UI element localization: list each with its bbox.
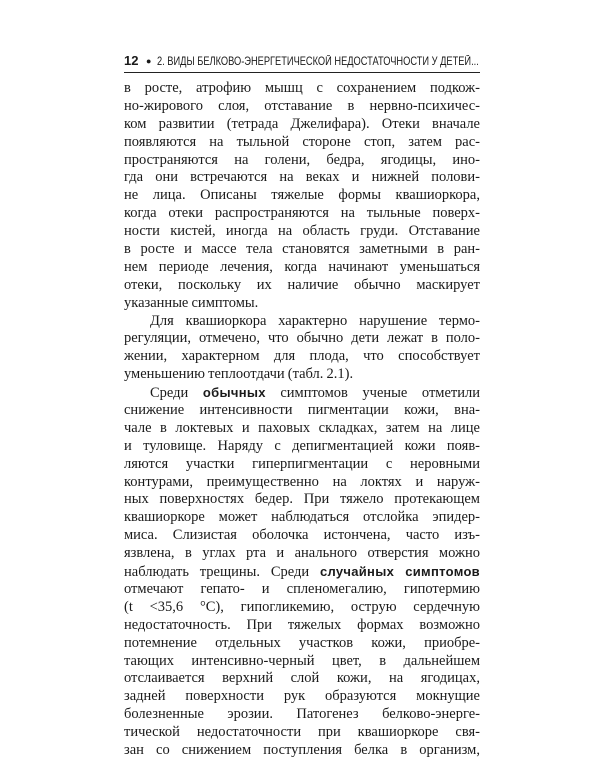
text-line: снижение интенсивности пигментации кожи, вна- bbox=[124, 402, 480, 419]
text-line: потемнение отдельных участков кожи, приобре- bbox=[124, 634, 480, 651]
paragraph-1 bbox=[124, 80, 480, 313]
text-line: не лица. Описаны тяжелые формы квашиоркора, bbox=[124, 187, 480, 204]
text-line: и туловище. Наряду с депигментацией кожи появ- bbox=[124, 437, 480, 454]
text-line: пространяются на голени, бедра, ягодицы, ино- bbox=[124, 151, 480, 168]
text-line: отмечают гепато- и спленомегалию, гипотермию bbox=[124, 580, 480, 597]
text-line: недостаточность. При тяжелых формах возможно bbox=[124, 616, 480, 633]
header-bullet: ● bbox=[146, 56, 152, 66]
text-line: Для квашиоркора характерно нарушение термо- bbox=[150, 312, 480, 329]
text-line: отеки, поскольку их наличие обычно маскирует bbox=[124, 276, 480, 293]
text-line: ности кистей, иногда на область груди. Отставание bbox=[124, 223, 480, 240]
running-header bbox=[124, 52, 480, 73]
text-line: ком развитии (тетрада Джелифара). Отеки вначале bbox=[124, 115, 480, 132]
text-line: (t <35,6 °С), гипогликемию, острую сердечную bbox=[124, 598, 480, 615]
text-line: жении, характерном для плода, что способствует bbox=[124, 348, 480, 365]
text-line: ляются участки гиперпигментации с неровными bbox=[124, 455, 480, 472]
text-line: гда они встречаются на веках и нижней полови- bbox=[124, 169, 480, 186]
text-line: задней поверхности рук образуются мокнущие bbox=[124, 688, 480, 705]
text-run: симптомов ученые отметили bbox=[265, 385, 480, 402]
text-run: Среди bbox=[150, 385, 203, 402]
paragraph-3 bbox=[124, 384, 480, 760]
text-line: контурами, преимущественно на локтях и наруж- bbox=[124, 473, 480, 490]
text-line bbox=[124, 384, 480, 402]
text-line: тической недостаточности при квашиоркоре свя- bbox=[124, 724, 480, 741]
page-number: 12 bbox=[124, 53, 139, 68]
bold-term-common-symptoms: обычных bbox=[202, 385, 266, 401]
text-line: тающих интенсивно-черный цвет, в дальнейшем bbox=[124, 652, 480, 669]
running-title: 2. ВИДЫ БЕЛКОВО-ЭНЕРГЕТИЧЕСКОЙ НЕДОСТАТОЧНОСТИ У ДЕТЕЙ... bbox=[157, 55, 479, 68]
text-line: зан со снижением поступления белка в организм, bbox=[124, 741, 480, 758]
text-run: наблюдать трещины. Среди bbox=[124, 564, 320, 581]
body-text bbox=[124, 80, 480, 760]
text-line: уменьшению теплоотдачи (табл. 2.1). bbox=[124, 366, 354, 383]
text-line: язвлена, в углах рта и анального отверстия можно bbox=[124, 545, 480, 562]
paragraph-2 bbox=[124, 313, 480, 385]
bold-term-random-symptoms: случайных симптомов bbox=[319, 564, 480, 580]
text-line: ных поверхностях бедер. При тяжело протекающем bbox=[124, 491, 480, 508]
text-line: миса. Слизистая оболочка истончена, часто изъ- bbox=[124, 527, 480, 544]
text-line: появляются на тыльной стороне стоп, затем рас- bbox=[124, 133, 480, 150]
text-line: болезненные эрозии. Патогенез белково-энерге- bbox=[124, 706, 480, 723]
text-line: нем периоде лечения, когда начинают уменьшаться bbox=[124, 258, 480, 275]
text-line: чале в локтевых и паховых складках, затем на лице bbox=[124, 419, 480, 436]
text-line: регуляции, отмечено, что обычно дети лежат в поло- bbox=[124, 330, 480, 347]
text-line: квашиоркоре может наблюдаться отслойка эпидер- bbox=[124, 509, 480, 526]
text-line: указанные симптомы. bbox=[124, 294, 259, 311]
text-line bbox=[124, 563, 480, 581]
text-line: в росте и массе тела становятся заметными в ран- bbox=[124, 241, 480, 258]
text-line: когда отеки распространяются на тыльные поверх- bbox=[124, 205, 480, 222]
text-line: в росте, атрофию мышц с сохранением подкож- bbox=[124, 80, 480, 96]
text-line: отслаивается верхний слой кожи, на ягодицах, bbox=[124, 670, 480, 687]
text-line: но-жирового слоя, отставание в нервно-психичес- bbox=[124, 97, 480, 114]
